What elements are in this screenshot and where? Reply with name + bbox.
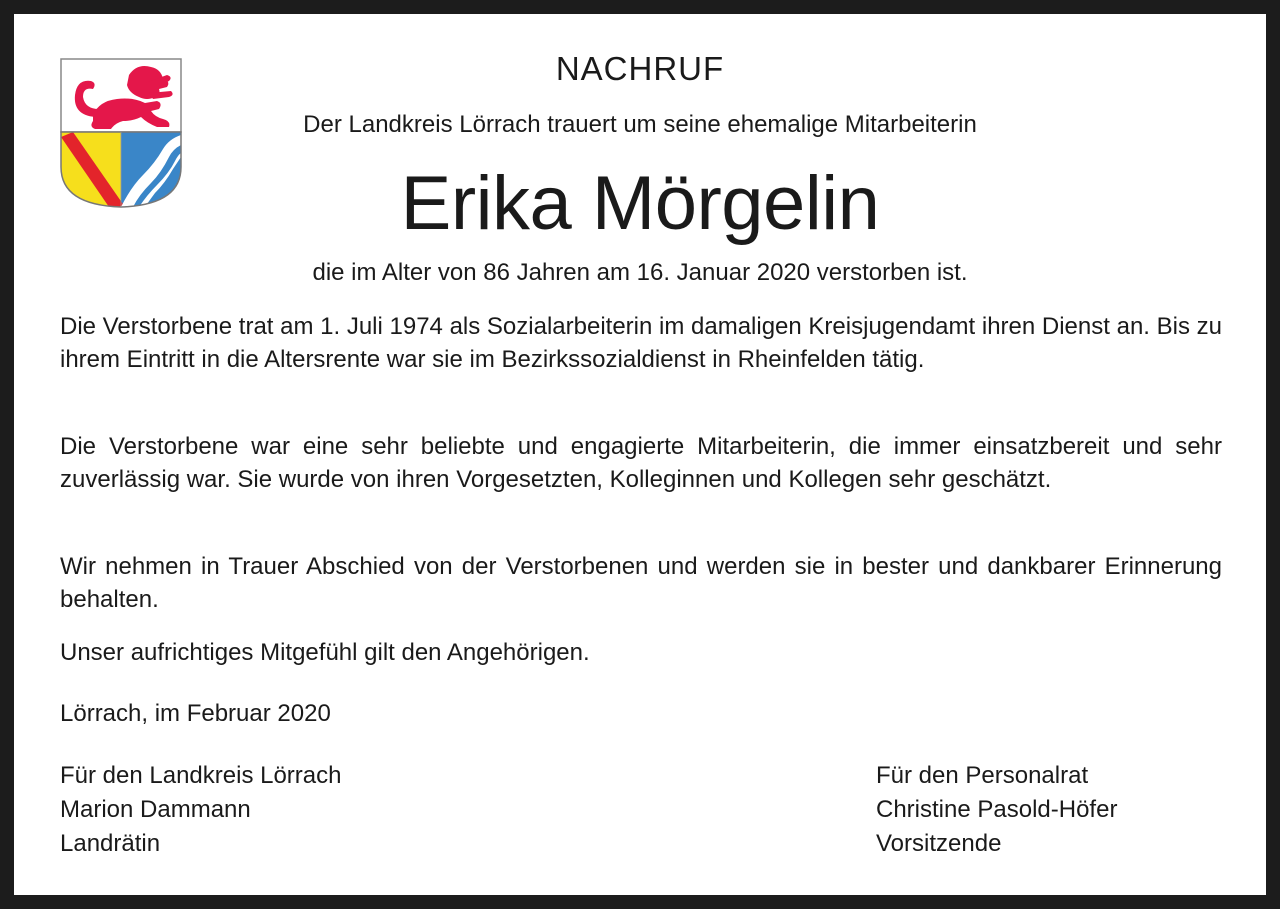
signature-right-name: Christine Pasold-Höfer xyxy=(876,796,1118,823)
paragraph-career: Die Verstorbene trat am 1. Juli 1974 als Sozialarbeiterin im damaligen Kreisjugendamt ihren Dienst an. Bis zu ihrem Eintritt in die Altersrente war sie im Bezirkssozialdienst in Rheinfelden tätig. xyxy=(60,313,1222,373)
signature-left-name: Marion Dammann xyxy=(60,796,251,823)
signature-right-org: Für den Personalrat xyxy=(876,762,1089,789)
paragraph-appreciation: Die Verstorbene war eine sehr beliebte und engagierte Mitarbeiterin, die immer einsatzbereit und sehr zuverlässig war. Sie wurde von ihren Vorgesetzten, Kolleginnen und Kollegen sehr geschätzt. xyxy=(60,433,1222,493)
obituary-notice xyxy=(14,14,1266,895)
signature-left xyxy=(60,759,341,861)
signature-right-role: Vorsitzende xyxy=(876,830,1002,857)
deceased-name: Erika Mörgelin xyxy=(400,161,880,246)
paragraph-farewell: Wir nehmen in Trauer Abschied von der Verstorbenen und werden sie in bester und dankbarer Erinnerung behalten. xyxy=(60,553,1222,613)
paragraph-condolence: Unser aufrichtiges Mitgefühl gilt den Angehörigen. xyxy=(60,639,590,666)
notice-heading: NACHRUF xyxy=(555,50,725,87)
notice-intro: Der Landkreis Lörrach trauert um seine ehemalige Mitarbeiterin xyxy=(303,111,977,138)
signature-left-role: Landrätin xyxy=(60,830,161,857)
signature-left-org: Für den Landkreis Lörrach xyxy=(60,762,342,789)
age-death-line: die im Alter von 86 Jahren am 16. Januar 2020 verstorben ist. xyxy=(312,259,968,286)
signature-right xyxy=(876,759,1117,861)
place-date: Lörrach, im Februar 2020 xyxy=(60,700,331,727)
